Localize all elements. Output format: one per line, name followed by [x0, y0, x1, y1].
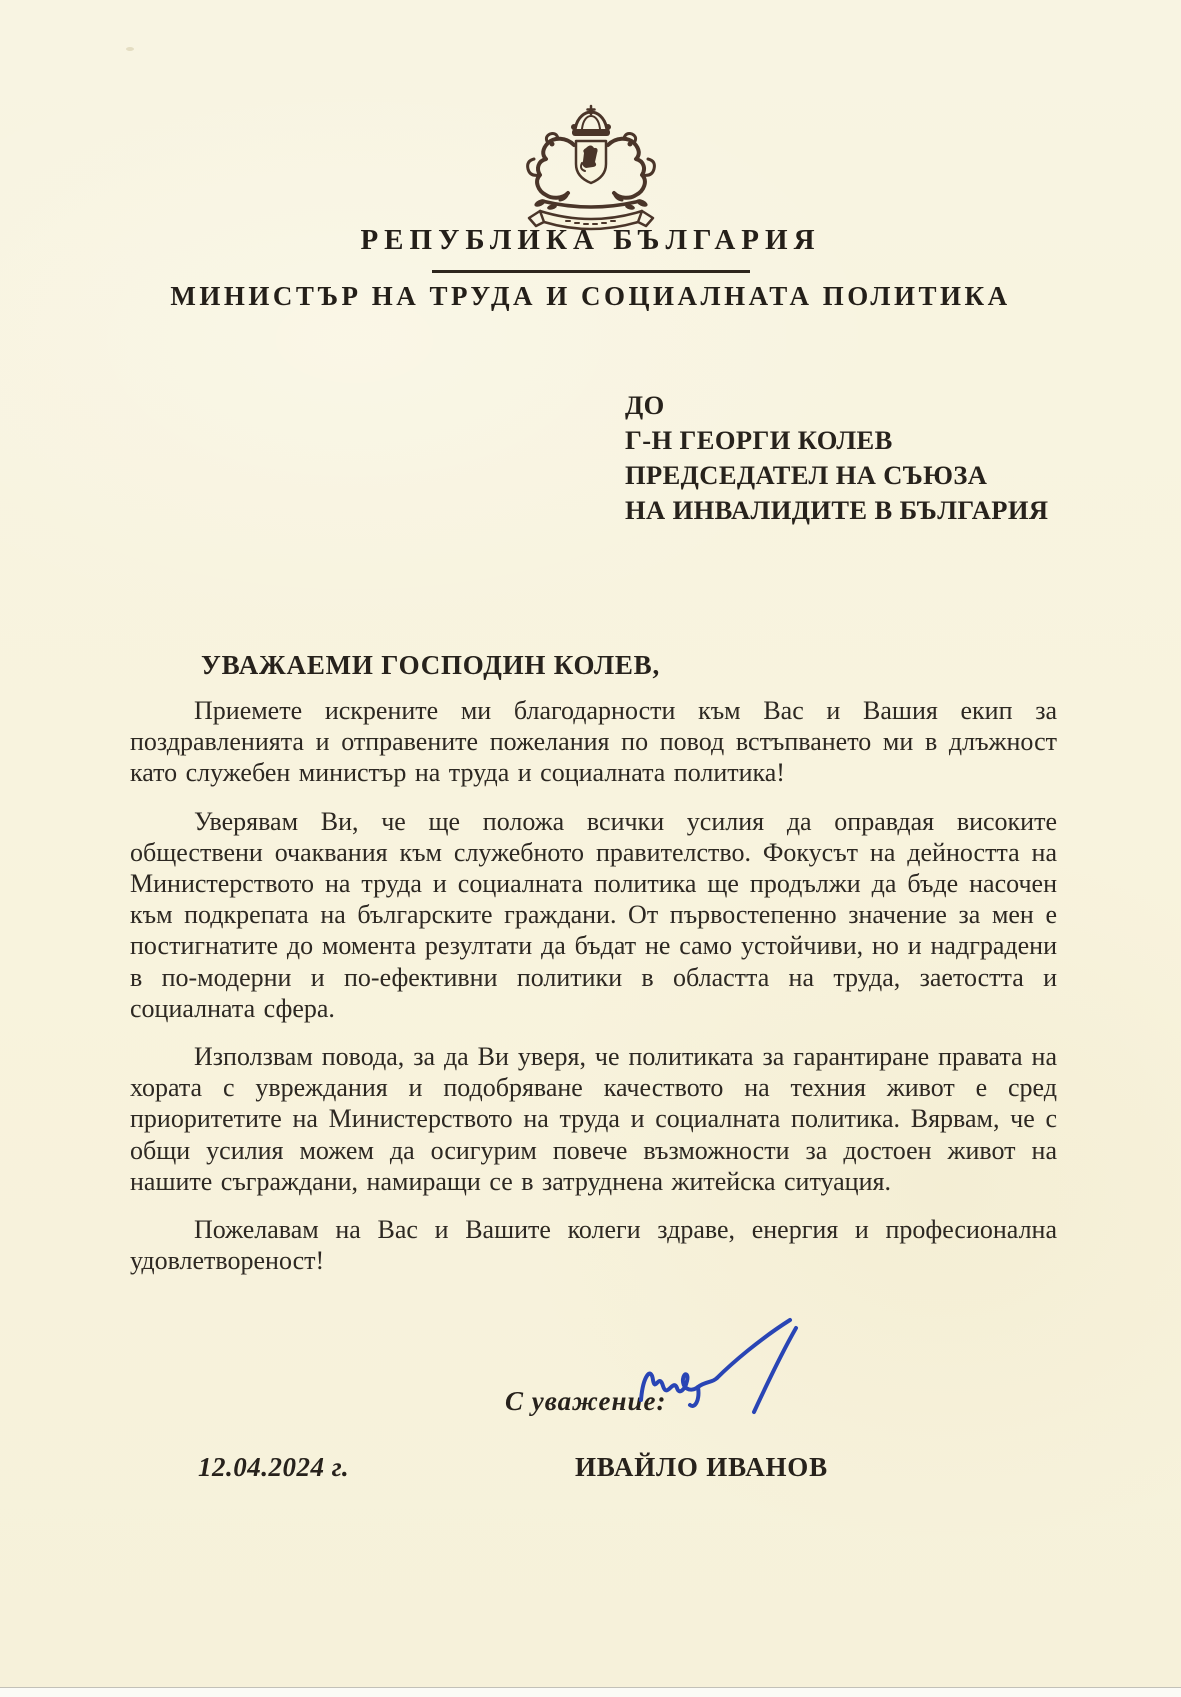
- valediction-label: С уважение:: [505, 1386, 667, 1416]
- recipient-title-line1: ПРЕДСЕДАТЕЛ НА СЪЮЗА: [625, 460, 988, 490]
- header-rule-divider: [432, 270, 750, 273]
- recipient-title-line2: НА ИНВАЛИДИТЕ В БЪЛГАРИЯ: [625, 495, 1049, 525]
- letter-body: [130, 695, 1057, 1293]
- letter-paragraph: Приемете искрените ми благодарности към Вас и Вашия екип за поздравленията и отправените пожелания по повод встъпването ми в длъжност като служебен министър на труда и социалната политика!: [130, 696, 1057, 788]
- recipient-block: [625, 388, 1048, 528]
- scan-artifact-speck: [126, 47, 134, 51]
- recipient-name: Г-Н ГЕОРГИ КОЛЕВ: [625, 425, 893, 455]
- handwritten-signature-icon: [628, 1312, 816, 1430]
- letter-paragraph: Пожелавам на Вас и Вашите колеги здраве, енергия и професионална удовлетвореност!: [130, 1215, 1057, 1276]
- letter-date: 12.04.2024 г.: [198, 1452, 350, 1482]
- ministry-title: МИНИСТЪР НА ТРУДА И СОЦИАЛНАТА ПОЛИТИКА: [170, 281, 1011, 311]
- recipient-to-label: ДО: [625, 390, 665, 420]
- letter-paragraph: Уверявам Ви, че ще положа всички усилия да оправдая високите обществени очаквания към служебното правителство. Фокусът на дейността на Министерството на труда и социалната политика ще продължи да бъде насочен към подкрепата на българските граждани. От първостепенно значение за мен е постигнатите до момента резултати да бъдат не само устойчиви, но и надградени в по-модерни и по-ефективни политики в областта на труда, заетостта и социалната сфера.: [130, 806, 1057, 1023]
- signatory-name: ИВАЙЛО ИВАНОВ: [575, 1452, 828, 1482]
- bulgarian-coat-of-arms-icon: [482, 103, 700, 235]
- letter-paragraph: Използвам повода, за да Ви уверя, че политиката за гарантиране правата на хората с увреждания и подобряване качеството на техния живот е сред приоритетите на Министерството на труда и социалната политика. Вярвам, че с общи усилия можем да осигурим повече възможности за достоен живот на нашите съграждани, намиращи се в затруднена житейска ситуация.: [130, 1042, 1057, 1196]
- country-title: РЕПУБЛИКА БЪЛГАРИЯ: [360, 224, 821, 256]
- salutation: УВАЖАЕМИ ГОСПОДИН КОЛЕВ,: [201, 650, 661, 680]
- scan-edge-bottom: [0, 1687, 1181, 1697]
